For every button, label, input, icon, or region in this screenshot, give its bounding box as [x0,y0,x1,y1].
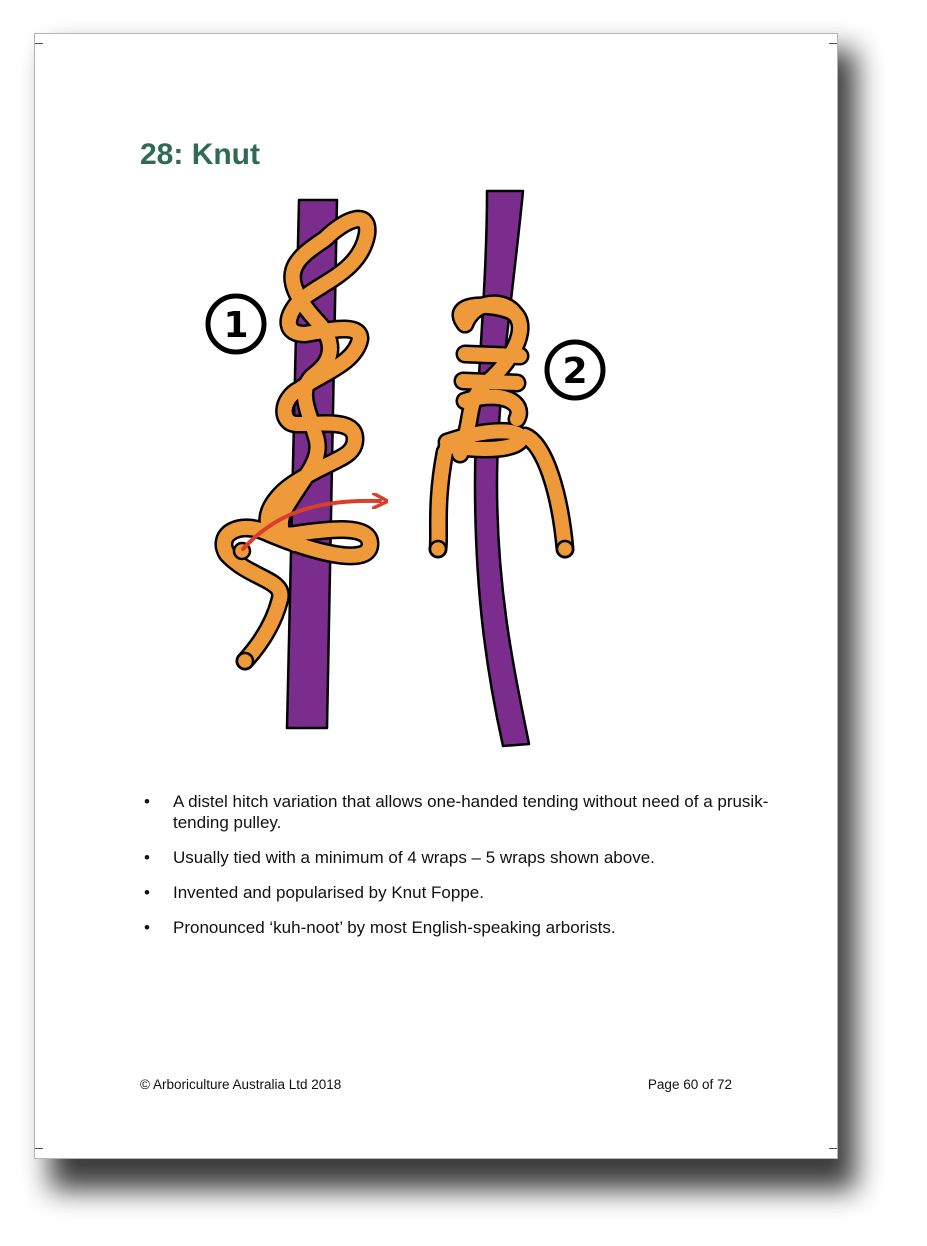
footer-page-number: Page 60 of 72 [647,1077,732,1092]
cord-end [430,541,446,557]
crop-mark-bottom-right [829,1148,837,1149]
list-item [144,917,773,938]
list-item [144,882,773,903]
list-item [144,847,773,868]
list-item [144,791,773,833]
step-label-1: 1 [223,305,249,346]
list-item-text: Usually tied with a minimum of 4 wraps – 5 wraps shown above. [173,848,655,867]
host-rope-2 [475,191,529,746]
figure-1 [208,200,380,728]
bullet-icon: • [144,918,150,937]
list-item-text: Pronounced ‘kuh-noot’ by most English-speaking arborists. [173,918,616,937]
list-item-text: Invented and popularised by Knut Foppe. [173,883,484,902]
page-title: 28: Knut [140,138,260,171]
list-item-text: A distel hitch variation that allows one-handed tending without need of a prusik-tending pulley. [173,792,769,832]
step-label-2: 2 [562,351,588,392]
figure-2 [430,191,603,746]
document-page [34,33,838,1159]
bullet-icon: • [144,792,150,811]
footer-copyright: © Arboriculture Australia Ltd 2018 [140,1077,342,1092]
knut-hitch-illustration [35,34,839,794]
bullet-list [144,791,773,952]
bullet-icon: • [144,883,150,902]
bullet-icon: • [144,848,150,867]
cord-end [557,541,573,557]
crop-mark-bottom-left [35,1148,43,1149]
cord-end [237,653,253,669]
